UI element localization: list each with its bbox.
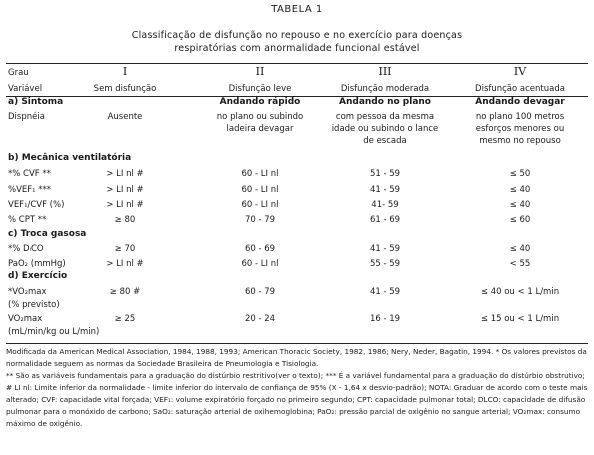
- col3-roman: III: [378, 65, 392, 78]
- row-vo2max-pct-c1: ≥ 80 #: [109, 287, 141, 297]
- row-pao2-label: PaO₂ (mmHg): [8, 259, 66, 269]
- section-exercicio-title: d) Exercício: [8, 271, 68, 281]
- dispneia-col2-line3: ladeira devagar: [226, 124, 294, 134]
- bottom-rule: [6, 343, 588, 344]
- row-pao2-c2: 60 - LI nl: [241, 259, 279, 269]
- row-cvf-c1: > LI nl #: [106, 169, 144, 179]
- col2-roman: II: [255, 65, 265, 78]
- row-vo2max-pct-label2: (% previsto): [8, 300, 60, 310]
- top-rule: [6, 63, 588, 64]
- row-dlco-c1: ≥ 70: [114, 244, 136, 254]
- row-vo2max-abs-c3: 16 - 19: [369, 314, 401, 324]
- row-cvf-c3: 51 - 59: [369, 169, 401, 179]
- section-sintoma-title: a) Sintoma: [8, 97, 64, 107]
- dispneia-col4-line2: no plano 100 metros: [475, 112, 565, 122]
- row-cpt-c2: 70 - 79: [244, 215, 276, 225]
- dispneia-col3-line3: idade ou subindo o lance: [331, 124, 439, 134]
- header-grau: Grau: [8, 68, 29, 78]
- col4-label: Disfunção acentuada: [475, 84, 565, 94]
- row-dispneia-label: Dispnéia: [8, 112, 45, 122]
- row-vef1-c2: 60 - LI nl: [241, 185, 279, 195]
- col1-roman: I: [122, 65, 128, 78]
- section-troca-title: c) Troca gasosa: [8, 229, 87, 239]
- col4-roman: IV: [513, 65, 527, 78]
- row-cpt-label: % CPT **: [8, 215, 47, 225]
- row-cpt-c1: ≥ 80: [114, 215, 136, 225]
- row-pao2-c1: > LI nl #: [106, 259, 144, 269]
- row-vo2max-abs-label2: (mL/min/kg ou L/min): [8, 327, 100, 337]
- row-vo2max-abs-c1: ≥ 25: [114, 314, 136, 324]
- row-dlco-c2: 60 - 69: [244, 244, 276, 254]
- row-cvf-c2: 60 - LI nl: [241, 169, 279, 179]
- col1-label: Sem disfunção: [93, 84, 157, 94]
- row-dlco-label: *% DₗCO: [8, 244, 44, 254]
- dispneia-col4-line4: mesmo no repouso: [479, 136, 561, 146]
- row-cvf-label: *% CVF **: [8, 169, 51, 179]
- row-vef1cvf-label: VEF₁/CVF (%): [8, 200, 65, 210]
- row-vo2max-abs-c2: 20 - 24: [244, 314, 276, 324]
- dispneia-col1: Ausente: [107, 112, 143, 122]
- row-pao2-c3: 55 - 59: [369, 259, 401, 269]
- row-vef1cvf-c4: ≤ 40: [509, 200, 531, 210]
- row-vef1-c1: > LI nl #: [106, 185, 144, 195]
- row-vef1cvf-c1: > LI nl #: [106, 200, 144, 210]
- row-cpt-c3: 61 - 69: [369, 215, 401, 225]
- row-cvf-c4: ≤ 50: [509, 169, 531, 179]
- row-vef1-c3: 41 - 59: [369, 185, 401, 195]
- table-subtitle-line-2: respiratórias com anormalidade funcional estável: [174, 43, 420, 54]
- row-dlco-c3: 41 - 59: [369, 244, 401, 254]
- row-vef1cvf-c3: 41- 59: [371, 200, 399, 210]
- row-vo2max-pct-c2: 60 - 79: [244, 287, 276, 297]
- row-vo2max-pct-c4: ≤ 40 ou < 1 L/min: [480, 287, 560, 297]
- row-vo2max-pct-c3: 41 - 59: [369, 287, 401, 297]
- row-vef1-label: %VEF₁ ***: [8, 185, 52, 195]
- table-subtitle-line-1: Classificação de disfunção no repouso e no exercício para doenças: [131, 30, 463, 41]
- dispneia-col4-line1: Andando devagar: [475, 97, 565, 107]
- dispneia-col3-line1: Andando no plano: [339, 97, 431, 107]
- table-title: TABELA 1: [271, 4, 323, 15]
- footnote-source: Modificada da American Medical Association, 1984, 1988, 1993; American Thoracic Society, 1982, 1986; Nery, Neder, Bagatin, 1994. * Os valores previstos da normalidade seguem as normas da Sociedade Brasileira de Pneumologia e Tisiologia.: [6, 347, 587, 368]
- col3-label: Disfunção moderada: [340, 84, 430, 94]
- row-dlco-c4: ≤ 40: [509, 244, 531, 254]
- section-mecanica-title: b) Mecânica ventilatória: [8, 153, 132, 163]
- dispneia-col4-line3: esforços menores ou: [475, 124, 565, 134]
- footnote-abbreviations: ** São as variáveis fundamentais para a graduação do distúrbio restritivo(ver o texto); *** É a variável fundamental para a graduação do distúrbio obstrutivo; # LI nl: Limite inferior da normalidade - limite inferior do intervalo de confiança de 95% (X - 1,64 x desvio-padrão); NOTA: Graduar de acordo com o teste mais alterado; CVF: capacidade vital forçada; VEF₁: volume expiratório forçado no primeiro segundo; CPT: capacidade pulmonar total; DLCO: capacidade de difusão pulmonar para o monóxido de carbono; SaO₂: saturação arterial de oxihemoglobina; PaO₂: pressão parcial de oxigênio no sangue arterial; VO₂max: consumo máximo de oxigênio.: [6, 371, 588, 428]
- row-vef1cvf-c2: 60 - LI nl: [241, 200, 279, 210]
- row-vo2max-abs-label: VO₂max: [8, 314, 43, 324]
- dispneia-col3-line2: com pessoa da mesma: [335, 112, 435, 122]
- col2-label: Disfunção leve: [228, 84, 292, 94]
- dispneia-col2-line2: no plano ou subindo: [216, 112, 304, 122]
- header-variavel: Variável: [8, 84, 43, 94]
- row-vef1-c4: ≤ 40: [509, 185, 531, 195]
- table-footnotes: [6, 346, 590, 430]
- row-cpt-c4: ≤ 60: [509, 215, 531, 225]
- dispneia-col3-line4: de escada: [363, 136, 407, 146]
- row-vo2max-abs-c4: ≤ 15 ou < 1 L/min: [480, 314, 560, 324]
- dispneia-col2-line1: Andando rápido: [219, 97, 301, 107]
- row-vo2max-pct-label: *VO₂max: [8, 287, 47, 297]
- row-pao2-c4: < 55: [509, 259, 531, 269]
